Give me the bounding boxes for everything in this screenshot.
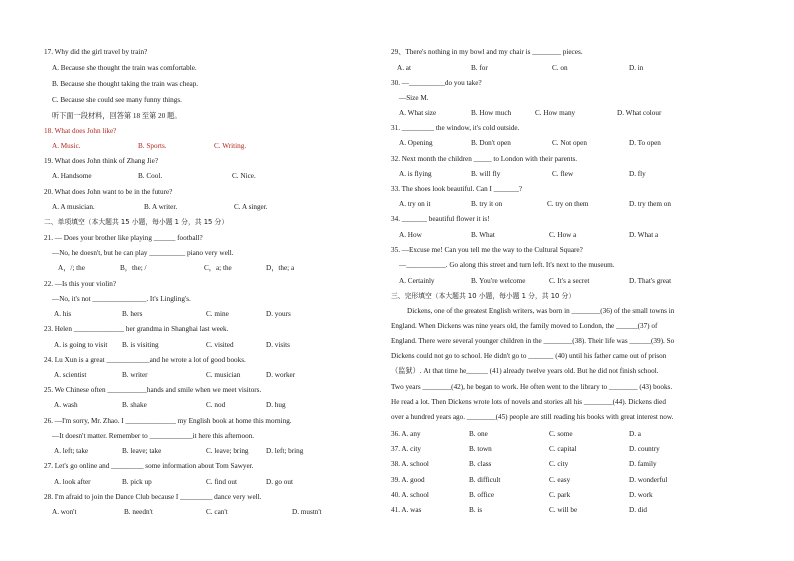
- q23-option-a: A. is going to visit: [54, 341, 108, 349]
- q33-option-c: C. try on them: [547, 200, 589, 208]
- q22-option-a: A. his: [54, 310, 72, 318]
- q34-option-d: D. What a: [629, 231, 659, 239]
- question-21: 21. — Does your brother like playing ______ football?: [44, 234, 203, 242]
- q20-option-a: A. A musician.: [52, 203, 95, 211]
- q39-option-c: C. easy: [549, 476, 571, 484]
- q26-option-a: A. left; take: [54, 447, 89, 455]
- question-21-reply: —No, he doesn't, but he can play __________ piano very well.: [52, 249, 234, 257]
- question-22-reply: —No, it's not _______________. It's Lingling's.: [52, 295, 191, 303]
- q27-option-d: D. go out: [266, 478, 293, 486]
- question-26: 26. —I'm sorry, Mr. Zhao. I ______________ my English book at home this morning.: [44, 417, 292, 425]
- question-28: 28. I'm afraid to join the Dance Club because I _________ dance very well.: [44, 493, 262, 501]
- q18-option-c: C. Writing.: [214, 142, 247, 150]
- question-35-reply: —___________. Go along this street and turn left. It's next to the museum.: [399, 261, 615, 269]
- q21-option-d: D，the; a: [266, 264, 295, 272]
- q21-option-b: B，the; /: [120, 264, 147, 272]
- q29-option-a: A. at: [397, 64, 411, 72]
- q34-option-b: B. What: [471, 231, 495, 239]
- q26-option-d: D. left; bring: [266, 447, 304, 455]
- q19-option-a: A. Handsome: [52, 172, 92, 180]
- q38-option-c: C. city: [549, 460, 569, 468]
- question-34: 34. _______ beautiful flower it is!: [391, 215, 490, 223]
- q36-option-d: D. a: [629, 430, 641, 438]
- question-31: 31. _________ the window, it's cold outside.: [391, 124, 520, 132]
- q27-option-a: A. look after: [54, 478, 91, 486]
- q32-option-d: D. fly: [629, 170, 646, 178]
- q21-option-c: C，a; the: [204, 264, 232, 272]
- q26-option-b: B. leave; take: [122, 447, 162, 455]
- q36-option-c: C. some: [549, 430, 573, 438]
- q28-option-d: D. mustn't: [292, 508, 322, 516]
- q41-option-c: C. will be: [549, 506, 578, 514]
- passage-line-3: England. There were several younger children in the ________(38). Their life was ______(39). So: [391, 337, 675, 345]
- q31-option-c: C. Not open: [552, 139, 587, 147]
- q24-option-a: A. scientist: [54, 371, 87, 379]
- question-30-reply: —Size M.: [399, 94, 429, 102]
- q18-option-b: B. Sports.: [138, 142, 167, 150]
- q27-option-b: B. pick up: [122, 478, 152, 486]
- q37-option-b: B. town: [469, 445, 492, 453]
- question-30: 30. —__________do you take?: [391, 79, 482, 87]
- q33-option-a: A. try on it: [399, 200, 431, 208]
- q38-option-d: D. family: [629, 460, 657, 468]
- q35-option-b: B. You're welcome: [471, 277, 526, 285]
- q23-option-c: C. visited: [206, 341, 234, 349]
- q41-option-a: 41. A. was: [391, 506, 422, 514]
- q29-option-b: B. for: [471, 64, 488, 72]
- q37-option-d: D. country: [629, 445, 660, 453]
- question-23: 23. Helen ______________ her grandma in Shanghai last week.: [44, 325, 229, 333]
- q34-option-c: C. How a: [549, 231, 577, 239]
- q17-option-c: C. Because she could see many funny things.: [52, 96, 182, 104]
- question-19: 19. What does John think of Zhang Jie?: [44, 157, 159, 165]
- q37-option-c: C. capital: [549, 445, 577, 453]
- q30-option-d: D. What colour: [617, 109, 662, 117]
- question-17: 17. Why did the girl travel by train?: [44, 48, 148, 56]
- q35-option-a: A. Certainly: [399, 277, 435, 285]
- q36-option-a: 36. A. any: [391, 430, 421, 438]
- passage-line-2: England. When Dickens was nine years old, the family moved to London, the ______(37) of: [391, 322, 658, 330]
- question-35: 35. —Excuse me! Can you tell me the way to the Cultural Square?: [391, 246, 583, 254]
- q19-option-c: C. Nice.: [232, 172, 256, 180]
- q38-option-b: B. class: [469, 460, 492, 468]
- q22-option-b: B. hers: [122, 310, 143, 318]
- q28-option-b: B. needn't: [124, 508, 153, 516]
- listening-instruction: 听下面一段材料，回答第 18 至第 20 题。: [52, 112, 182, 120]
- passage-line-8: over a hundred years ago. ________(45) people are still reading his books with great interest now.: [391, 413, 674, 421]
- question-26-reply: —It doesn't matter. Remember to ____________it here this afternoon.: [52, 432, 255, 440]
- q41-option-b: B. is: [469, 506, 483, 514]
- question-25: 25. We Chinese often ___________hands and smile when we meet visitors.: [44, 386, 262, 394]
- q30-option-b: B. How much: [471, 109, 512, 117]
- q28-option-c: C. can't: [206, 508, 228, 516]
- q39-option-a: 39. A. good: [391, 476, 425, 484]
- q33-option-b: B. try it on: [471, 200, 503, 208]
- q31-option-b: B. Don't open: [471, 139, 511, 147]
- q40-option-d: D. work: [629, 491, 653, 499]
- q36-option-b: B. one: [469, 430, 488, 438]
- q25-option-a: A. wash: [54, 401, 78, 409]
- question-22: 22. —Is this your violin?: [44, 280, 117, 288]
- q35-option-d: D. That's great: [629, 277, 672, 285]
- q25-option-d: D. hug: [266, 401, 286, 409]
- q20-option-c: C. A singer.: [234, 203, 268, 211]
- q23-option-d: D. visits: [266, 341, 290, 349]
- q19-option-b: B. Cool.: [138, 172, 163, 180]
- q18-option-a: A. Music.: [52, 142, 81, 150]
- q25-option-c: C. nod: [206, 401, 226, 409]
- q38-option-a: 38. A. school: [391, 460, 429, 468]
- q34-option-a: A. How: [399, 231, 422, 239]
- q39-option-d: D. wonderful: [629, 476, 668, 484]
- q29-option-c: C. on: [552, 64, 568, 72]
- q39-option-b: B. difficult: [469, 476, 501, 484]
- q22-option-d: D. yours: [266, 310, 291, 318]
- q32-option-b: B. will fly: [471, 170, 501, 178]
- question-33: 33. The shoes look beautiful. Can I _______?: [391, 185, 523, 193]
- q21-option-a: A，/; the: [58, 264, 85, 272]
- q33-option-d: D. try them on: [629, 200, 671, 208]
- q40-option-c: C. park: [549, 491, 571, 499]
- q37-option-a: 37. A. city: [391, 445, 421, 453]
- passage-line-5: （监狱）. At that time he______ (41) already twelve years old. But he did not finish school.: [391, 367, 659, 375]
- question-32: 32. Next month the children _____ to London with their parents.: [391, 155, 578, 163]
- section-2-heading: 二、单项填空（本大题共 15 小题，每小题 1 分，共 15 分）: [44, 218, 229, 226]
- q31-option-d: D. To open: [629, 139, 661, 147]
- question-29: 29、There's nothing in my bowl and my chair is ________ pieces.: [391, 48, 583, 56]
- q25-option-b: B. shake: [122, 401, 147, 409]
- q20-option-b: B. A writer.: [144, 203, 178, 211]
- q30-option-c: C. How many: [535, 109, 576, 117]
- q28-option-a: A. won't: [52, 508, 77, 516]
- q22-option-c: C. mine: [206, 310, 229, 318]
- passage-line-7: He read a lot. Then Dickens wrote lots of novels and stories all his ________(44). Dickens died: [391, 398, 666, 406]
- q32-option-c: C. flew: [552, 170, 574, 178]
- q24-option-c: C. musician: [206, 371, 241, 379]
- q23-option-b: B. is visiting: [122, 341, 159, 349]
- section-3-heading: 三、完形填空（本大题共 10 小题，每小题 1 分，共 10 分）: [391, 292, 576, 300]
- question-18: 18. What does John like?: [44, 127, 117, 135]
- q40-option-b: B. office: [469, 491, 495, 499]
- q32-option-a: A. is flying: [399, 170, 432, 178]
- q30-option-a: A. What size: [399, 109, 437, 117]
- q29-option-d: D. in: [629, 64, 644, 72]
- q27-option-c: C. find out: [206, 478, 237, 486]
- q31-option-a: A. Opening: [399, 139, 433, 147]
- question-27: 27. Let's go online and _________ some information about Tom Sawyer.: [44, 462, 254, 470]
- q41-option-d: D. did: [629, 506, 647, 514]
- q24-option-d: D. worker: [266, 371, 296, 379]
- q17-option-a: A. Because she thought the train was comfortable.: [52, 64, 197, 72]
- passage-line-1: Dickens, one of the greatest English writers, was born in ________(36) of the small towns in: [407, 307, 675, 315]
- question-24: 24. Lu Xun is a great ____________and he wrote a lot of good books.: [44, 356, 246, 364]
- q26-option-c: C. leave; bring: [206, 447, 249, 455]
- q35-option-c: C. It's a secret: [549, 277, 590, 285]
- q24-option-b: B. writer: [122, 371, 148, 379]
- passage-line-4: Dickens could not go to school. He didn't go to _______ (40) until his father came out of prison: [391, 352, 667, 360]
- passage-line-6: Two years ________(42), he began to work. He often went to the library to ________ (43) books.: [391, 383, 673, 391]
- q40-option-a: 40. A. school: [391, 491, 429, 499]
- q17-option-b: B. Because she thought taking the train was cheap.: [52, 80, 199, 88]
- question-20: 20. What does John want to be in the future?: [44, 188, 173, 196]
